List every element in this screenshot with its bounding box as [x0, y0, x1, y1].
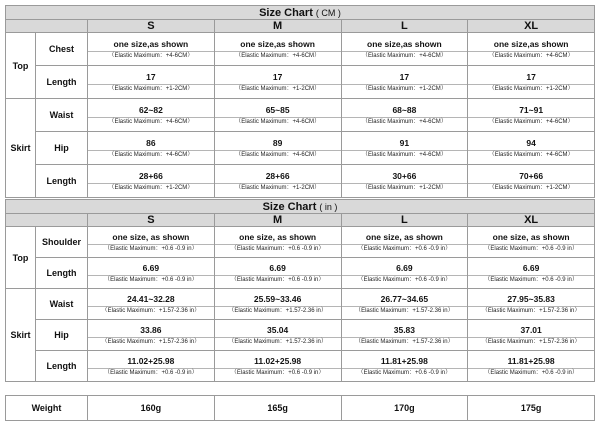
- measure-cell: [214, 132, 341, 165]
- chart-title-row: [6, 200, 595, 214]
- measure-row: [6, 99, 595, 132]
- elastic-note: （Elastic Maximum：+1.57-2.36 in）: [88, 306, 214, 315]
- measure-cell: [214, 351, 341, 382]
- elastic-note: （Elastic Maximum：+1-2CM）: [215, 183, 341, 192]
- size-header-xl: XL: [468, 214, 595, 227]
- elastic-note: （Elastic Maximum：+0.6 -0.9 in）: [215, 368, 341, 377]
- elastic-note: （Elastic Maximum：+0.6 -0.9 in）: [88, 244, 214, 253]
- measure-value: 70+66: [519, 171, 544, 181]
- size-header-xl: XL: [468, 20, 595, 33]
- elastic-note: （Elastic Maximum：+1-2CM）: [88, 84, 214, 93]
- size-header-s: S: [88, 20, 215, 33]
- measure-cell: [468, 66, 595, 99]
- elastic-note: （Elastic Maximum：+1-2CM）: [468, 84, 594, 93]
- measure-cell: [468, 33, 595, 66]
- chart-title-row: [6, 6, 595, 20]
- measure-value: 86: [146, 138, 156, 148]
- measure-cell: [468, 227, 595, 258]
- chart-title-cell: [6, 6, 595, 20]
- measure-value: one size, as shown: [112, 232, 190, 242]
- size-chart-in: [5, 199, 595, 382]
- measure-value: 26.77~34.65: [380, 294, 429, 304]
- measure-value: one size, as shown: [365, 232, 443, 242]
- elastic-note: （Elastic Maximum：+4-6CM）: [342, 150, 468, 159]
- elastic-note: （Elastic Maximum：+1-2CM）: [88, 183, 214, 192]
- elastic-note: （Elastic Maximum：+1.57-2.36 in）: [88, 337, 214, 346]
- measure-value: 11.02+25.98: [127, 356, 175, 366]
- group-label-skirt: Skirt: [6, 99, 36, 198]
- size-header-row: [6, 214, 595, 227]
- chart-title-cell: [6, 200, 595, 214]
- elastic-note: （Elastic Maximum：+4-6CM）: [88, 150, 214, 159]
- elastic-note: （Elastic Maximum：+4-6CM）: [215, 51, 341, 60]
- measure-cell: [88, 66, 215, 99]
- measure-cell: [214, 258, 341, 289]
- measure-cell: [214, 165, 341, 198]
- size-header-l: L: [341, 20, 468, 33]
- measure-row: [6, 351, 595, 382]
- elastic-note: （Elastic Maximum：+4-6CM）: [342, 117, 468, 126]
- elastic-note: （Elastic Maximum：+1-2CM）: [342, 84, 468, 93]
- measure-cell: [88, 33, 215, 66]
- measure-value: one size, as shown: [492, 232, 570, 242]
- measure-value: one size, as shown: [239, 232, 317, 242]
- part-label: Shoulder: [36, 227, 88, 258]
- weight-table: [5, 395, 595, 421]
- measure-cell: [214, 66, 341, 99]
- measure-value: 30+66: [392, 171, 417, 181]
- measure-row: [6, 132, 595, 165]
- measure-row: [6, 66, 595, 99]
- measure-value: one size,as shown: [493, 39, 569, 49]
- measure-value: 71~91: [519, 105, 544, 115]
- part-label: Chest: [36, 33, 88, 66]
- part-label: Hip: [36, 132, 88, 165]
- size-header-blank: [6, 214, 88, 227]
- measure-value: one size,as shown: [367, 39, 442, 49]
- elastic-note: （Elastic Maximum：+4-6CM）: [88, 51, 214, 60]
- measure-row: [6, 227, 595, 258]
- elastic-note: （Elastic Maximum：+0.6 -0.9 in）: [342, 275, 468, 284]
- measure-cell: [341, 258, 468, 289]
- measure-value: 35.83: [393, 325, 416, 335]
- elastic-note: （Elastic Maximum：+1-2CM）: [342, 183, 468, 192]
- measure-cell: [341, 351, 468, 382]
- measure-value: 94: [526, 138, 536, 148]
- elastic-note: （Elastic Maximum：+1-2CM）: [215, 84, 341, 93]
- measure-cell: [341, 320, 468, 351]
- measure-value: 33.86: [140, 325, 162, 335]
- measure-cell: [468, 99, 595, 132]
- measure-value: one size,as shown: [240, 39, 315, 49]
- measure-cell: [88, 289, 215, 320]
- measure-cell: [468, 132, 595, 165]
- part-label: Waist: [36, 289, 88, 320]
- weight-value-l: 170g: [341, 396, 468, 421]
- weight-value-xl: 175g: [468, 396, 595, 421]
- elastic-note: （Elastic Maximum：+1.57-2.36 in）: [215, 306, 341, 315]
- measure-value: 24.41~32.28: [127, 294, 175, 304]
- weight-label: Weight: [6, 396, 88, 421]
- chart-title: Size Chart: [262, 200, 317, 213]
- measure-cell: [88, 320, 215, 351]
- chart-unit: ( CM ): [315, 7, 341, 18]
- measure-cell: [214, 99, 341, 132]
- measure-cell: [341, 289, 468, 320]
- measure-value: 27.95~35.83: [507, 294, 555, 304]
- measure-cell: [88, 258, 215, 289]
- measure-row: [6, 320, 595, 351]
- weight-value-s: 160g: [88, 396, 215, 421]
- group-label-skirt: Skirt: [6, 289, 36, 382]
- elastic-note: （Elastic Maximum：+4-6CM）: [215, 117, 341, 126]
- size-chart-cm: [5, 5, 595, 198]
- elastic-note: （Elastic Maximum：+4-6CM）: [468, 150, 594, 159]
- elastic-note: （Elastic Maximum：+0.6 -0.9 in）: [88, 275, 214, 284]
- measure-cell: [341, 227, 468, 258]
- measure-value: 37.01: [520, 325, 542, 335]
- measure-value: 35.04: [266, 325, 289, 335]
- elastic-note: （Elastic Maximum：+4-6CM）: [342, 51, 468, 60]
- measure-value: 91: [399, 138, 410, 148]
- measure-value: 11.81+25.98: [507, 356, 555, 366]
- measure-value: 6.69: [269, 263, 286, 273]
- measure-cell: [341, 66, 468, 99]
- measure-cell: [214, 227, 341, 258]
- elastic-note: （Elastic Maximum：+0.6 -0.9 in）: [215, 244, 341, 253]
- group-label-top: Top: [6, 227, 36, 289]
- elastic-note: （Elastic Maximum：+4-6CM）: [468, 51, 594, 60]
- measure-value: 65~85: [265, 105, 290, 115]
- measure-value: 17: [272, 72, 283, 82]
- measure-value: 6.69: [142, 263, 160, 273]
- part-label: Length: [36, 165, 88, 198]
- elastic-note: （Elastic Maximum：+1.57-2.36 in）: [468, 306, 594, 315]
- elastic-note: （Elastic Maximum：+0.6 -0.9 in）: [342, 368, 468, 377]
- measure-row: [6, 289, 595, 320]
- measure-cell: [214, 320, 341, 351]
- size-header-row: [6, 20, 595, 33]
- part-label: Waist: [36, 99, 88, 132]
- measure-cell: [341, 33, 468, 66]
- measure-value: 11.81+25.98: [380, 356, 428, 366]
- elastic-note: （Elastic Maximum：+1-2CM）: [468, 183, 594, 192]
- part-label: Length: [36, 351, 88, 382]
- elastic-note: （Elastic Maximum：+1.57-2.36 in）: [342, 337, 468, 346]
- size-header-s: S: [88, 214, 215, 227]
- measure-value: 11.02+25.98: [254, 356, 302, 366]
- measure-row: [6, 33, 595, 66]
- measure-row: [6, 165, 595, 198]
- measure-value: 25.59~33.46: [253, 294, 302, 304]
- measure-value: 17: [146, 72, 156, 82]
- elastic-note: （Elastic Maximum：+1.57-2.36 in）: [342, 306, 468, 315]
- weight-value-m: 165g: [214, 396, 341, 421]
- group-label-top: Top: [6, 33, 36, 99]
- part-label: Length: [36, 258, 88, 289]
- elastic-note: （Elastic Maximum：+4-6CM）: [215, 150, 341, 159]
- measure-cell: [214, 289, 341, 320]
- measure-value: 68~88: [392, 105, 417, 115]
- measure-row: [6, 258, 595, 289]
- measure-cell: [468, 351, 595, 382]
- weight-row: [6, 396, 595, 421]
- elastic-note: （Elastic Maximum：+1.57-2.36 in）: [215, 337, 341, 346]
- measure-cell: [468, 165, 595, 198]
- measure-cell: [468, 320, 595, 351]
- measure-cell: [88, 99, 215, 132]
- measure-cell: [88, 351, 215, 382]
- measure-cell: [214, 33, 341, 66]
- measure-value: 6.69: [522, 263, 540, 273]
- size-header-l: L: [341, 214, 468, 227]
- elastic-note: （Elastic Maximum：+1.57-2.36 in）: [468, 337, 594, 346]
- size-header-m: M: [214, 20, 341, 33]
- chart-unit: ( in ): [319, 201, 338, 212]
- elastic-note: （Elastic Maximum：+4-6CM）: [468, 117, 594, 126]
- measure-value: 89: [272, 138, 283, 148]
- measure-value: 17: [526, 72, 536, 82]
- measure-value: 28+66: [265, 171, 290, 181]
- elastic-note: （Elastic Maximum：+0.6 -0.9 in）: [88, 368, 214, 377]
- measure-value: 28+66: [138, 171, 163, 181]
- measure-cell: [468, 258, 595, 289]
- part-label: Length: [36, 66, 88, 99]
- measure-cell: [88, 227, 215, 258]
- size-header-blank: [6, 20, 88, 33]
- measure-value: one size,as shown: [113, 39, 189, 49]
- measure-cell: [88, 132, 215, 165]
- measure-value: 17: [399, 72, 410, 82]
- elastic-note: （Elastic Maximum：+0.6 -0.9 in）: [468, 275, 594, 284]
- measure-cell: [88, 165, 215, 198]
- elastic-note: （Elastic Maximum：+0.6 -0.9 in）: [215, 275, 341, 284]
- measure-cell: [341, 99, 468, 132]
- measure-cell: [341, 132, 468, 165]
- measure-value: 6.69: [396, 263, 413, 273]
- size-header-m: M: [214, 214, 341, 227]
- part-label: Hip: [36, 320, 88, 351]
- elastic-note: （Elastic Maximum：+4-6CM）: [88, 117, 214, 126]
- measure-cell: [341, 165, 468, 198]
- elastic-note: （Elastic Maximum：+0.6 -0.9 in）: [468, 368, 594, 377]
- measure-value: 62~82: [138, 105, 163, 115]
- chart-title: Size Chart: [259, 6, 313, 19]
- elastic-note: （Elastic Maximum：+0.6 -0.9 in）: [342, 244, 468, 253]
- measure-cell: [468, 289, 595, 320]
- elastic-note: （Elastic Maximum：+0.6 -0.9 in）: [468, 244, 594, 253]
